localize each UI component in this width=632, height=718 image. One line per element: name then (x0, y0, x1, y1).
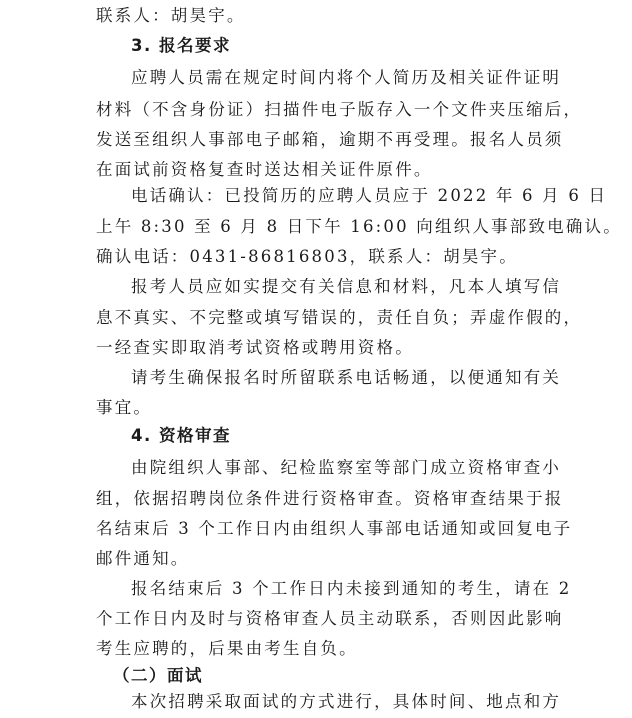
paragraph-line: 组，依据招聘岗位条件进行资格审查。资格审查结果于报 (96, 489, 564, 508)
paragraph-line: 上午 8:30 至 6 月 8 日下午 16:00 向组织人事部致电确认。 (96, 217, 622, 236)
paragraph-line: 确认电话：0431-86816803，联系人：胡昊宇。 (96, 247, 518, 266)
paragraph-line: 一经查实即取消考试资格或聘用资格。 (96, 338, 414, 357)
paragraph-line: 请考生确保报名时所留联系电话畅通，以便通知有关 (131, 368, 562, 387)
paragraph-line: 息不真实、不完整或填写错误的，责任自负；弄虚作假的， (96, 308, 583, 327)
section-3-heading: 3. 报名要求 (131, 36, 231, 55)
paragraph-line: 邮件通知。 (96, 549, 190, 568)
interview-heading: （二）面试 (113, 666, 203, 685)
paragraph-line: 本次招聘采取面试的方式进行，具体时间、地点和方 (131, 692, 562, 711)
paragraph-line: 报名结束后 3 个工作日内未接到通知的考生，请在 2 (131, 579, 572, 598)
paragraph-line: 名结束后 3 个工作日内由组织人事部电话通知或回复电子 (96, 519, 573, 538)
paragraph-line: 由院组织人事部、纪检监察室等部门成立资格审查小 (131, 458, 562, 477)
paragraph-line: 报考人员应如实提交有关信息和材料，凡本人填写信 (131, 277, 562, 296)
paragraph-line: 个工作日内及时与资格审查人员主动联系，否则因此影响 (96, 609, 564, 628)
paragraph-line: 发送至组织人事部电子邮箱，逾期不再受理。报名人员须 (96, 130, 564, 149)
paragraph-line: 事宜。 (96, 398, 153, 417)
paragraph-line: 电话确认：已投简历的应聘人员应于 2022 年 6 月 6 日 (131, 186, 608, 205)
contact-line: 联系人：胡昊宇。 (96, 6, 246, 25)
paragraph-line: 应聘人员需在规定时间内将个人简历及相关证件证明 (131, 68, 562, 87)
paragraph-line: 在面试前资格复查时送达相关证件原件。 (96, 160, 433, 179)
paragraph-line: 材料（不含身份证）扫描件电子版存入一个文件夹压缩后， (96, 100, 583, 119)
section-4-heading: 4. 资格审查 (131, 426, 231, 445)
paragraph-line: 考生应聘的，后果由考生自负。 (96, 639, 358, 658)
